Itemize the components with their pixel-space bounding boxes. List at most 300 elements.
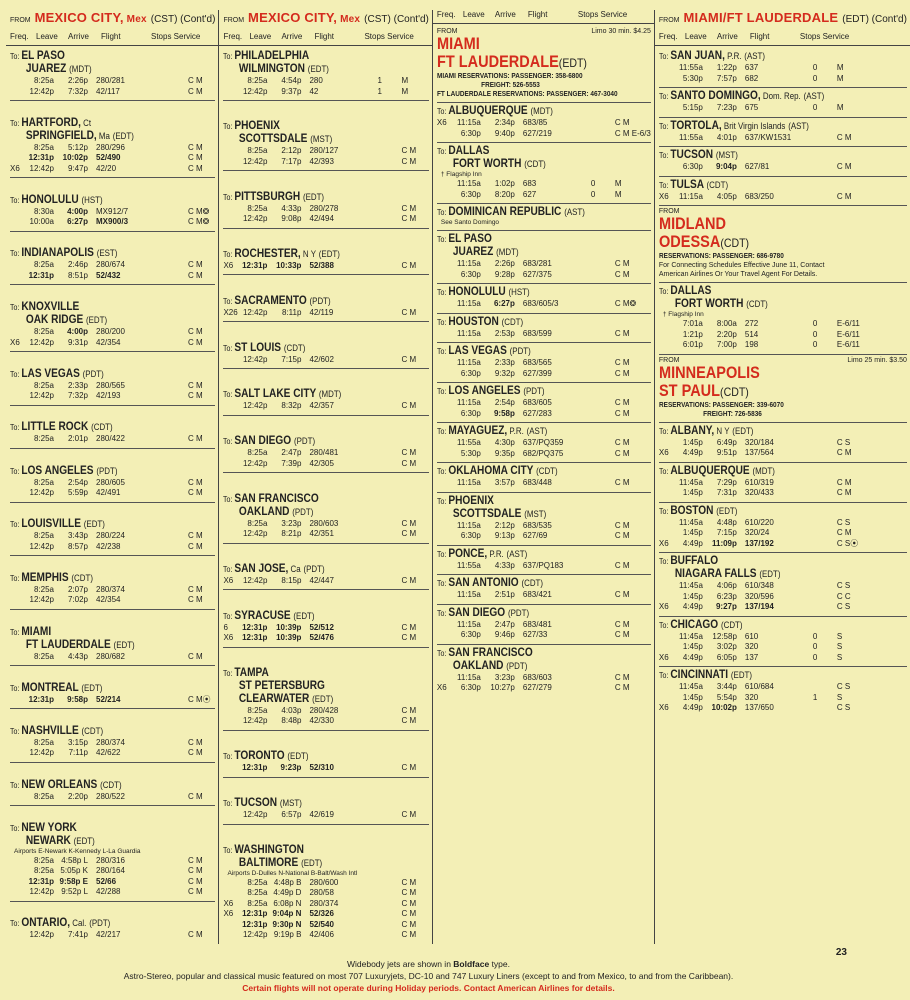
frequency [437,329,451,340]
destination-region: Dom. Rep. [760,91,801,101]
destination-name [437,607,625,620]
service-class: C S⦿ [836,538,859,548]
destination-city: OAKLAND [239,505,290,518]
destination-timezone: (EDT) [293,610,315,621]
destination-tampa [223,665,428,731]
destination-city: NEW ORLEANS [21,778,98,791]
flight-row [223,76,428,87]
destination-timezone: (MDT) [530,106,553,116]
flight-row [437,118,651,129]
flight-row [10,207,215,218]
service-class: C M [188,380,203,390]
arrive-time: 7:02p [67,595,88,605]
flight-row [10,338,215,349]
flight-row [437,478,651,489]
from-label: FROM [658,356,680,364]
service-class: M [836,73,844,83]
flight-number: 682 [744,73,759,83]
destination-name [437,577,625,590]
flight-number: 627/279 [522,683,552,692]
flight-row [10,488,215,499]
service-class: E-6/11 [836,319,860,328]
leave-time: 12:42p [242,214,268,224]
service-class: C M [188,584,203,594]
service-class: C M [614,520,630,530]
flight-row [223,878,428,889]
arrive-time: 10:27p [490,683,515,692]
to-label: To: [10,520,22,530]
flight-number: 320/184 [744,437,774,447]
destination-dallas [437,143,651,204]
leave-time: 6:30p [682,162,703,171]
arrive-time: 2:51p [494,590,515,599]
flight-row [223,214,428,225]
flight-row [223,763,428,774]
stops [371,810,401,821]
service-class: C M [401,810,417,820]
arrive-time: 2:53p [494,328,515,338]
frequency [659,682,673,693]
flight-row [223,87,428,98]
destinations-block [437,24,651,944]
service-class: M [836,103,844,112]
to-label: To: [436,208,449,217]
leave-time: 11:15a [457,520,481,530]
stops: 1 [377,86,382,96]
arrive-time: 8:20p [494,189,515,199]
destination-city: TORTOLA, [670,119,722,132]
destination-city: FORT WORTH [452,158,522,170]
destination-region: Ma [96,130,110,141]
arrive-time: 3:15p [67,737,88,747]
service-class: C M [614,683,630,692]
stops [807,518,837,529]
stops [371,401,401,412]
flight-row [10,478,215,489]
service-class: C M [401,260,417,270]
flight-row [659,602,907,613]
arrive-time: 6:27p [493,299,515,308]
stops: 0 [812,103,818,112]
stops [158,877,188,888]
destination-timezone: (PDT) [82,368,104,379]
destination-name-line [223,680,404,693]
stops [585,561,615,572]
flight-row [223,529,428,540]
destination-sacramento [223,293,428,323]
service-class: C M [188,327,203,337]
reservations-note: American Airlines Or Your Travel Agent For Details. [658,271,818,278]
flight-row [437,179,651,190]
destination-city: SCOTTSDALE [239,133,308,146]
leave-time: 5:30p [460,448,481,458]
to-label: To: [658,426,671,436]
leave-time: 11:15a [457,590,481,599]
frequency [10,542,24,553]
flight-row [659,438,907,449]
destination-name-line [437,508,625,521]
flight-number: 637/PQ183 [522,560,564,570]
arrive-time: 4:33p [494,560,515,570]
origin-timezone: (CST) (Cont'd) [364,14,429,25]
hub-from-line [659,208,907,215]
destination-name [659,555,877,568]
destination-timezone: (EDT) [86,315,108,326]
destination-name-line [223,133,404,146]
service-class: C M E-6/3 [614,128,651,138]
flight-row [10,143,215,154]
destination-city: SAN FRANCISCO [448,646,533,659]
arrive-time: 2:34p [494,118,515,127]
frequency: X6 [223,260,234,270]
origin-country: Mex [337,14,361,25]
service-class: C M [614,672,630,682]
destination-city: TORONTO [234,750,286,763]
destination-pittsburgh [223,189,428,229]
column-headings [219,32,431,46]
column-heading: Arrive [494,10,516,19]
flight-number: 627/33 [522,630,548,639]
stops [158,217,188,228]
destination-san-antonio [437,575,651,605]
destination-timezone: (CDT) [706,179,728,190]
destination-region: P.R. [487,548,504,559]
destination-city: NEWARK [25,834,71,847]
flight-number: 280/603 [309,518,339,528]
leave-time: 6:01p [682,340,703,349]
reservations-info: RESERVATIONS: PASSENGER: 686-9780 [658,253,784,260]
arrive-time: 2:33p [67,380,88,390]
destination-name [437,465,625,478]
destination-honolulu [10,192,215,232]
leave-time: 12:42p [29,887,54,897]
arrive-time: 7:11p [68,748,88,758]
destination-tucson [659,147,907,177]
destination-timezone: (EDT) [113,639,135,650]
service-class: C M [188,855,203,865]
frequency [437,630,451,641]
service-class: C M [614,478,630,487]
column-heading: Stops Service [364,32,414,41]
stops: 0 [812,329,818,339]
leave-time: 8:25a [247,705,268,715]
destination-name [223,563,404,576]
arrive-time: 4:30p [494,438,515,447]
flight-number: 683/281 [522,259,552,268]
stops [371,899,401,910]
column-origin-header [223,10,428,32]
destination-city: CLEARWATER [239,692,310,705]
to-label: To: [436,147,449,156]
stops: 0 [590,179,596,188]
destination-name [10,682,191,695]
to-label: To: [223,52,235,61]
stops [158,792,188,803]
frequency [659,133,673,144]
leave-time: 12:31p [242,622,268,632]
service-class: C M [188,270,203,280]
footer-holiday-warning: Certain flights will not operate during Holiday periods. Contact American Airlines for details. [242,983,615,993]
flight-row [437,531,651,542]
flight-row [223,716,428,727]
flight-number: 627/219 [522,128,552,138]
leave-time: 12:42p [242,575,268,585]
service-class: C M [401,156,417,166]
destination-timezone: (MDT) [496,247,519,257]
destination-name [10,194,191,207]
service-class: C M [188,260,203,270]
flight-number: 610/684 [744,682,774,691]
stops [585,438,615,449]
flight-row [437,590,651,601]
destination-name [437,286,625,299]
service-class: C M [836,162,852,171]
stops [158,930,188,941]
reservations-info: FT LAUDERDALE RESERVATIONS: PASSENGER: 467-3040 [436,91,618,98]
to-label: To: [436,467,449,476]
flight-number: 42/357 [309,401,334,411]
to-label: To: [10,683,22,693]
hub-midland-odessa [659,206,907,283]
arrive-time: 9:30p N [272,919,302,929]
leave-time: 1:45p [682,528,703,537]
service-class: C M [401,930,417,940]
service-class: C M [614,448,630,458]
frequency [659,632,673,643]
to-label: To: [658,92,671,101]
frequency [223,204,237,215]
stops: 0 [812,340,818,349]
from-label: FROM [658,17,680,24]
flight-number: 52/66 [96,876,117,886]
flight-number: 637/KW1531 [744,132,792,142]
destination-name-line [223,857,404,870]
destination-honolulu [437,284,651,314]
destination-name [10,572,191,585]
destination-city: HONOLULU [21,193,79,206]
destination-timezone: (MDT) [319,389,342,400]
leave-time: 12:31p [242,260,268,270]
destination-name-line [223,63,404,76]
flight-number: 280/374 [96,584,125,594]
destination-city: ALBUQUERQUE [670,464,750,477]
destination-timezone: (PDT) [523,386,545,396]
stops: 0 [812,642,818,651]
frequency [659,488,673,499]
flight-number: 52/512 [309,622,334,632]
frequency [223,355,237,366]
destination-name [659,90,877,103]
to-label: To: [436,496,449,506]
destination-name [10,626,191,639]
flight-number: 610/220 [744,517,774,527]
flight-row [223,146,428,157]
leave-time: 12:42p [29,595,54,605]
leave-time: 8:25a [247,76,268,85]
flight-number: 675 [744,103,759,112]
flight-row [659,192,907,203]
to-label: To: [223,668,235,678]
leave-time: 12:42p [29,541,54,551]
flight-row [437,259,651,270]
flight-number: 52/490 [96,153,121,163]
arrive-time: 3:23p [281,518,302,528]
destination-city: ST PETERSBURG [239,679,326,692]
destination-city: JUAREZ [452,246,494,258]
destination-houston [437,314,651,344]
flight-row [10,87,215,98]
flight-number: 42/491 [96,488,121,498]
service-class: C M [614,408,630,418]
destination-rochester [223,246,428,276]
flight-row [437,369,651,380]
flight-number: 320/433 [744,488,774,497]
flight-number: 320/24 [744,528,770,537]
footer-music-note: Astro-Stereo, popular and classical music featured on most 707 Luxuryjets, DC-10 and 747 Luxury Liners (except to and from Mexico, to and from the Caribbean). [123,971,734,981]
leave-time: 8:25a [247,518,268,528]
flight-row [659,340,907,351]
stops [371,633,401,644]
destination-city: SANTO DOMINGO, [670,90,761,102]
column-heading: Freq. [436,10,456,19]
hub-from-line [437,28,651,35]
service-class: C S [836,602,851,611]
leave-time: 11:15a [457,358,481,367]
service-class: C M [401,401,417,411]
flight-number: 610/348 [744,581,774,590]
frequency: X6 [10,337,20,347]
frequency [10,391,24,402]
hub-city-line [659,233,877,252]
stops [585,259,615,270]
arrive-time: 7:57p [716,73,737,83]
destination-san-francisco [437,645,651,697]
destination-name-line [10,835,191,848]
destination-name [659,120,877,133]
destination-city: JUAREZ [25,63,67,75]
column-headings [6,32,218,46]
stops [371,763,401,774]
leave-time: 8:25a [247,877,268,887]
destination-city: OAKLAND [452,659,504,672]
stops [585,620,615,631]
destination-chicago [659,617,907,668]
destination-city: PITTSBURGH [234,190,301,203]
frequency [223,763,237,774]
frequency [659,103,673,114]
to-label: To: [223,192,235,202]
stops [585,478,615,489]
destination-buffalo [659,553,907,617]
arrive-time: 10:33p [276,260,302,270]
arrive-time: 2:12p [281,146,302,156]
destination-timezone: (EDT) [73,835,95,846]
flight-row [659,581,907,592]
destination-timezone: (AST) [526,426,548,436]
frequency [659,63,673,74]
arrive-time: 2:20p [67,791,88,801]
to-label: To: [223,296,235,306]
flight-row [659,103,907,114]
destination-san-juan [659,48,907,88]
frequency [10,695,24,706]
destination-city: SCOTTSDALE [452,507,522,520]
leave-time: 5:30p [682,73,703,83]
hub-from-line [659,357,907,364]
destination-name [659,50,877,63]
frequency: X6 [223,898,234,908]
frequency [10,153,24,164]
leave-time: 11:15a [457,259,481,268]
destination-hartford [10,115,215,179]
destination-city: OAK RIDGE [25,314,84,327]
frequency [437,521,451,532]
flight-row [437,329,651,340]
destination-timezone: (PDT) [292,506,314,517]
destination-city: ONTARIO, [21,917,71,930]
destination-los-angeles [10,463,215,503]
to-label: To: [223,564,235,574]
service-class: C M [401,518,417,528]
flight-row [659,319,907,330]
to-label: To: [223,437,235,447]
arrive-time: 9:31p [67,337,88,347]
destination-timezone: (EDT) [301,857,323,868]
destination-region: N Y [301,248,317,259]
to-label: To: [223,494,235,504]
column-headings [655,32,910,46]
frequency: X6 [658,652,669,662]
frequency: X6 [658,538,669,548]
service-class: C M [188,477,203,487]
flight-number: 280 [309,76,323,85]
destination-city: HONOLULU [448,286,506,298]
flight-number: 683/250 [744,191,774,201]
destination-timezone: (MDT) [69,64,92,74]
arrive-time: 8:21p [281,529,302,538]
arrive-time: 4:43p [67,651,88,661]
flight-number: 42/117 [96,86,120,96]
destination-city: LAS VEGAS [448,345,507,357]
leave-time: 6:30p [460,368,481,378]
destination-new-york [10,820,215,902]
frequency [10,478,24,489]
origin-timezone: (CST) (Cont'd) [150,14,216,25]
arrive-time: 9:23p [280,763,302,773]
destination-note: Airports E-Newark K-Kennedy L-La Guardia [14,847,141,855]
frequency [10,434,24,445]
leave-time: 8:25a [247,448,268,458]
service-class: C M [836,528,852,537]
service-class: C M [401,622,417,632]
column-heading: Stops Service [799,32,850,41]
flight-number: 42/119 [309,307,334,317]
flight-number: 52/540 [309,919,334,929]
destination-timezone: (EDT) [303,191,325,202]
service-class: S [836,631,843,641]
flight-number: 627/283 [522,408,552,418]
column-heading: Flight [314,32,334,41]
leave-time: 12:42p [242,156,268,166]
flight-number: 42 [309,86,319,96]
leave-time: 12:31p [242,909,268,919]
flight-row [10,164,215,175]
service-class: C M [614,269,630,279]
flight-row [10,856,215,867]
flight-number: 683/85 [522,118,548,127]
service-class: C M [188,153,203,163]
destination-washington [223,842,428,944]
